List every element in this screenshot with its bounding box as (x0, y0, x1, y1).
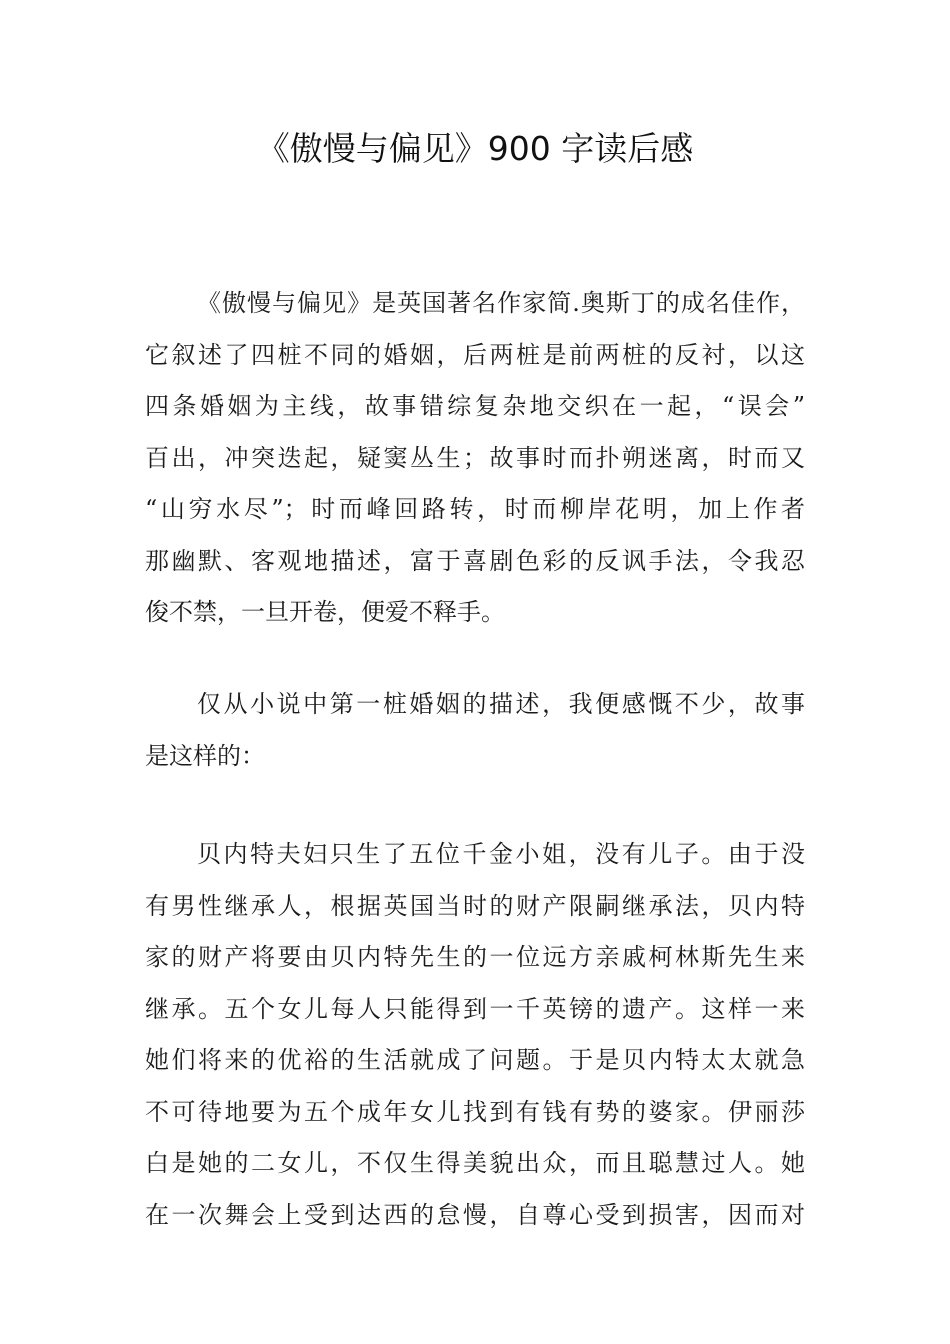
paragraph-line: 四条婚姻为主线，故事错综复杂地交织在一起，“误会” (145, 392, 805, 420)
paragraph-line: 那幽默、客观地描述，富于喜剧色彩的反讽手法，令我忍 (145, 546, 805, 575)
paragraph-line: 不可待地要为五个成年女儿找到有钱有势的婆家。伊丽莎 (145, 1097, 805, 1126)
paragraph-line: 继承。五个女儿每人只能得到一千英镑的遗产。这样一来 (145, 994, 805, 1023)
paragraph-line: “山穷水尽”；时而峰回路转，时而柳岸花明，加上作者 (145, 495, 805, 523)
paragraph-3 (145, 829, 805, 1241)
paragraph-line: 《傲慢与偏见》是英国著名作家简.奥斯丁的成名佳作， (197, 289, 805, 317)
paragraph-line: 百出，冲突迭起，疑窦丛生；故事时而扑朔迷离，时而又 (145, 443, 805, 472)
paragraph-line: 俊不禁，一旦开卷，便爱不释手。 (145, 598, 505, 626)
paragraph-line: 家的财产将要由贝内特先生的一位远方亲戚柯林斯先生来 (145, 943, 805, 971)
paragraph-line: 有男性继承人，根据英国当时的财产限嗣继承法，贝内特 (145, 891, 805, 920)
paragraph-line: 在一次舞会上受到达西的怠慢，自尊心受到损害，因而对 (145, 1200, 805, 1229)
paragraph-line: 仅从小说中第一桩婚姻的描述，我便感慨不少，故事 (197, 690, 805, 718)
document-title: 《傲慢与偏见》900 字读后感 (256, 129, 694, 168)
paragraph-2 (145, 679, 805, 782)
paragraph-line: 白是她的二女儿，不仅生得美貌出众，而且聪慧过人。她 (145, 1149, 805, 1177)
paragraph-line: 它叙述了四桩不同的婚姻，后两桩是前两桩的反衬，以这 (145, 340, 805, 369)
paragraph-line: 是这样的： (145, 741, 265, 770)
paragraph-line: 贝内特夫妇只生了五位千金小姐，没有儿子。由于没 (197, 840, 805, 868)
paragraph-line: 她们将来的优裕的生活就成了问题。于是贝内特太太就急 (145, 1046, 805, 1074)
paragraph-1 (145, 278, 805, 639)
